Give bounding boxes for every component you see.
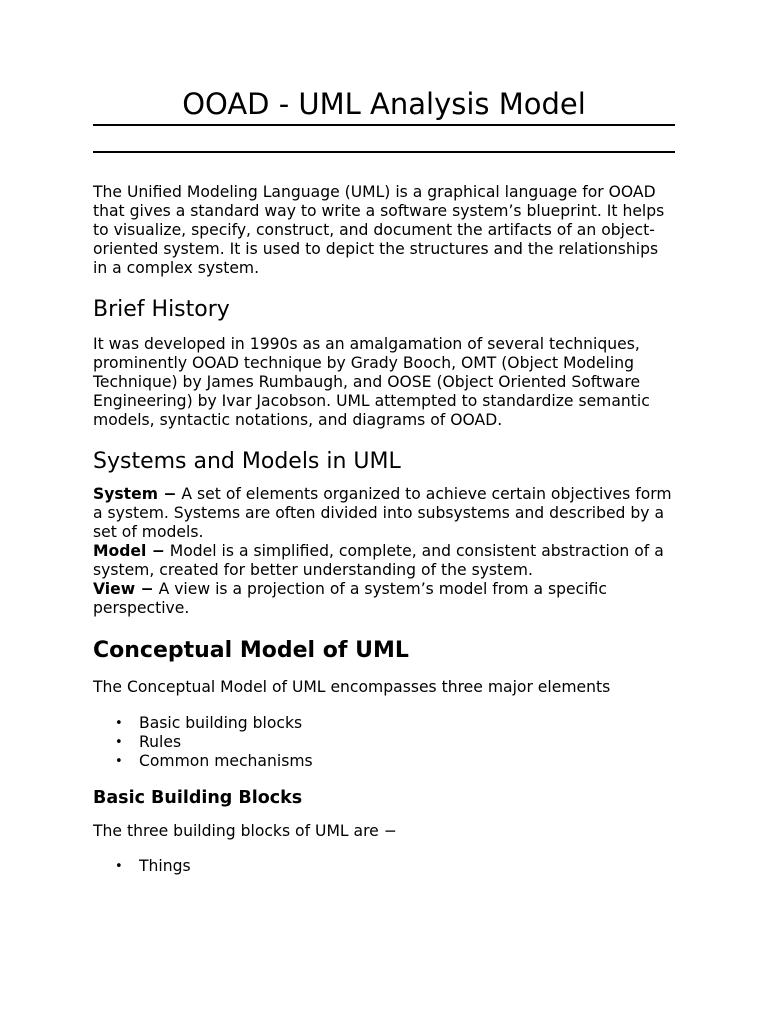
definition-text: A view is a projection of a system’s model from a specific perspective.	[93, 580, 607, 617]
definition-text: A set of elements organized to achieve certain objectives form a system. Systems are often divided into subsystems and described by a set of models.	[93, 485, 672, 541]
conceptual-paragraph: The Conceptual Model of UML encompasses three major elements	[93, 678, 611, 696]
list-item: • Basic building blocks	[139, 714, 675, 733]
list-item: • Things	[139, 857, 675, 876]
conceptual-list	[93, 714, 675, 771]
title-rule-top	[93, 124, 675, 126]
definition-term: System −	[93, 485, 177, 503]
intro-paragraph: The Unified Modeling Language (UML) is a graphical language for OOAD that gives a standard way to write a software system’s blueprint. It helps to visualize, specify, construct, and document the artifacts of an object-oriented system. It is used to depict the structures and the relationships in a complex system.	[93, 183, 665, 277]
building-blocks-heading: Basic Building Blocks	[93, 788, 303, 808]
definition-term: Model −	[93, 542, 165, 560]
history-heading: Brief History	[93, 297, 230, 322]
building-blocks-list	[93, 857, 675, 876]
definitions-block	[93, 485, 675, 618]
systems-heading: Systems and Models in UML	[93, 449, 401, 474]
definition-system	[93, 485, 675, 542]
building-blocks-paragraph: The three building blocks of UML are −	[93, 822, 397, 840]
document-body	[93, 183, 675, 876]
definition-view	[93, 580, 675, 618]
definition-model	[93, 542, 675, 580]
list-item: • Common mechanisms	[139, 752, 675, 771]
title-rule-bottom	[93, 151, 675, 153]
definition-text: Model is a simplified, complete, and consistent abstraction of a system, created for better understanding of the system.	[93, 542, 664, 579]
conceptual-heading: Conceptual Model of UML	[93, 638, 409, 663]
definition-term: View −	[93, 580, 154, 598]
history-paragraph: It was developed in 1990s as an amalgamation of several techniques, prominently OOAD technique by Grady Booch, OMT (Object Modeling Technique) by James Rumbaugh, and OOSE (Object Oriented Software Engineering) by Ivar Jacobson. UML attempted to standardize semantic models, syntactic notations, and diagrams of OOAD.	[93, 335, 650, 429]
page-title: OOAD - UML Analysis Model	[182, 87, 586, 121]
list-item: • Rules	[139, 733, 675, 752]
